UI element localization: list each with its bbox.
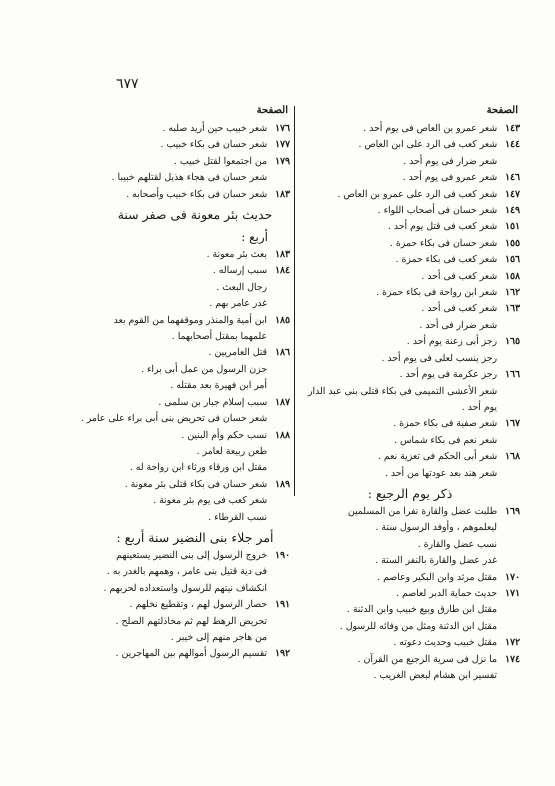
index-entry [80,411,290,427]
entry-page-number: ١٩٢ [275,648,290,660]
entry-title: شعر صفية فى بكاء حمزة . [393,418,497,430]
entry-title: ما نزل فى سرية الرجيع من القرآن . [357,653,497,665]
index-entry [300,154,520,170]
index-entry [300,236,520,252]
section-heading-bir-maona: حديث بئر معونة فى صفر سنة [117,207,273,223]
entry-page-number: ١٩٠ [275,549,290,561]
entry-title: شعر حسان فى بكاء خبيب وأصحابه . [126,188,267,200]
entry-page-number: ١٦٧ [505,418,520,430]
entry-title: ابن أمية والمنذر وموقفهما من القوم بعد [113,314,267,326]
index-entry [100,345,290,361]
entry-title: شعر حسان فى هجاء هذيل لقتلهم خبيبا . [111,172,267,184]
entry-title: رجز ينسب لعلى فى يوم أحد . [381,352,497,364]
index-entry [100,313,290,329]
index-entry [100,247,290,263]
entry-title: شعر أبى الحكم فى تعزية نعم . [378,451,497,463]
entry-title: حصار الرسول لهم ، وتقطيع نخلهم . [129,599,267,611]
entry-title: شعر حسان فى أصحاب اللواء . [377,205,497,217]
index-entry [300,334,520,350]
entry-page-number: ١٨٣ [275,188,290,200]
index-entry [300,570,520,586]
entry-title: حديث حماية الدبر لعاصم . [396,587,497,599]
index-entry [300,504,520,520]
index-entry [100,137,290,153]
entry-page-number: ١٦٦ [505,369,520,381]
index-entry [300,137,520,153]
entry-title: يوم أحد . [461,401,497,413]
right-column-header: الصفحة [486,105,518,116]
entry-title: فى دية قتيل بنى عامر ، وهمهم بالغدر به . [106,566,267,578]
entry-title: شعر كعب فى الرد على ابن العاص . [358,139,497,151]
right-column-entries [300,121,520,482]
entry-page-number: ١٨٩ [275,478,290,490]
entry-title: شعر كعب فى يوم بئر معونة . [153,495,267,507]
entry-title: تقسيم الرسول أموالهم بين المهاجرين . [115,648,267,660]
index-entry [100,630,290,646]
entry-title: حزن الرسول من عمل أبى براء . [141,363,267,375]
entry-title: رجز أبى زعنة يوم أحد . [406,336,497,348]
entry-page-number: ١٧٢ [505,637,520,649]
entry-title: طعن ربيعة لعامر . [196,445,267,457]
entry-title: شعر ضرار فى يوم أحد . [403,155,497,167]
entry-title: أمر ابن فهيرة بعد مقتله . [170,380,267,392]
index-entry [100,378,290,394]
entry-title: نسب حكم وأم البنين . [181,429,267,441]
index-entry [100,646,290,662]
entry-title: شعر كعب فى أحد . [421,270,497,282]
entry-title: شعر حسان فى تحريض بنى أبى براء على عامر . [80,413,267,425]
entry-title: شعر كعب فى الرد على عمرو بن العاص . [337,188,497,200]
index-entry [100,280,290,296]
right-column-entries-rajee [300,504,520,684]
column-divider [294,106,295,496]
entry-page-number: ١٨٤ [275,265,290,277]
index-entry [100,121,290,137]
entry-title: شعر حسان فى بكاء حمزة . [389,237,497,249]
index-entry [100,510,290,526]
index-entry [300,466,520,482]
index-entry [300,318,520,334]
entry-page-number: ١٨٥ [275,314,290,326]
entry-title: رجال البعث . [216,281,267,293]
entry-title: رجز عكرمة فى يوم أحد . [399,369,497,381]
section-heading-bani-nadir: أمر جلاء بنى النضير سنة أربع : [116,529,274,545]
entry-title: شعر عمرو فى يوم أحد . [402,172,497,184]
entry-page-number: ١٨٦ [275,347,290,359]
page-number: ٦٧٧ [116,76,139,92]
entry-page-number: ١٤٦ [505,172,520,184]
index-entry [100,614,290,630]
index-entry [300,219,520,235]
index-entry [100,154,290,170]
entry-page-number: ١٧١ [505,587,520,599]
entry-title: شعر كعب فى أحد . [421,303,497,315]
entry-title: تحريض الرهط لهم ثم مخاذلتهم الصلح . [115,615,267,627]
entry-page-number: ١٦٢ [505,287,520,299]
left-column-entries [100,121,290,203]
index-entry [300,537,520,553]
index-entry [100,395,290,411]
entry-page-number: ١٦٥ [505,336,520,348]
index-entry [300,252,520,268]
entry-title: غدر عضل والقارة بالنفر الستة . [375,555,497,567]
entry-page-number: ١٥١ [505,221,520,233]
index-entry [100,170,290,186]
left-column [80,103,290,663]
index-entry [300,170,520,186]
section-heading-bir-maona-year: أربع : [241,230,268,245]
entry-title: شعر حسان فى بكاء خبيب . [160,139,267,151]
entry-title: مقتل مرثد وابن البكير وعاصم . [377,571,497,583]
entry-title: مقتل ابن طارق وبيع خبيب وابن الدثنة . [346,604,497,616]
entry-title: شعر كعب فى بكاء حمزة . [395,254,497,266]
index-entry [100,263,290,279]
entry-title: سبب إسلام جبار بن سلمى . [158,396,267,408]
index-entry [300,652,520,668]
entry-title: من هاجر منهم إلى خيبر . [170,631,267,643]
index-entry [300,121,520,137]
index-entry [100,444,290,460]
entry-title: من اجتمعوا لقتل خبيب . [173,155,267,167]
index-entry [300,449,520,465]
entry-title: شعر كعب فى قتل يوم أحد . [388,221,497,233]
left-column-header: الصفحة [256,105,288,116]
entry-page-number: ١٦٣ [505,303,520,315]
entry-page-number: ١٤٤ [505,139,520,151]
index-entry [100,428,290,444]
index-entry [300,400,520,416]
entry-title: مقتل خبيب وحديث دعوته . [393,637,497,649]
entry-title: سبب إرساله . [212,265,267,277]
index-entry [300,187,520,203]
index-entry [300,520,520,536]
entry-title: نسب القرطاء . [208,511,267,523]
entry-page-number: ١٨٨ [275,429,290,441]
entry-page-number: ١٧٠ [505,571,520,583]
entry-page-number: ١٧٦ [275,123,290,134]
entry-title: شعر خبيب حين أريد صلبه . [162,123,267,134]
index-entry [100,296,290,312]
entry-page-number: ١٥٦ [505,254,520,266]
entry-title: طلبت عضل والقارة نفرا من المسلمين [347,505,497,517]
index-entry [300,433,520,449]
entry-title: شعر هند بعد عودتها من أحد . [384,467,497,479]
entry-title: خروج الرسول إلى بنى النضير يستعينهم [116,549,267,561]
entry-title: شعر عمرو بن العاص فى يوم أحد . [363,123,497,134]
entry-title: نسب عضل والقارة . [417,538,497,550]
entry-title: غدر عامر بهم . [209,298,267,310]
index-entry [300,416,520,432]
entry-page-number: ١٤٣ [505,123,520,134]
index-entry [100,329,290,345]
entry-page-number: ١٨٧ [275,396,290,408]
entry-page-number: ١٨٣ [275,249,290,261]
index-entry [100,548,290,564]
entry-title: شعر ضرار فى أحد . [419,319,497,331]
entry-page-number: ١٦٨ [505,451,520,463]
entry-page-number: ١٩١ [275,599,290,611]
entry-page-number: ١٧٩ [275,155,290,167]
index-entry [300,367,520,383]
entry-title: شعر الأعشى التميمى فى بكاء قتلى بنى عبد الدار [308,385,497,397]
entry-title: شعر نعم فى بكاء شماس . [394,434,497,446]
index-entry [300,301,520,317]
right-column [300,103,520,684]
index-entry [300,269,520,285]
index-entry [300,285,520,301]
index-entry [300,602,520,618]
index-entry [300,619,520,635]
left-column-entries-bani-nadir [100,548,290,663]
index-entry [300,635,520,651]
index-entry [100,581,290,597]
index-entry [100,362,290,378]
index-entry [300,553,520,569]
index-entry [100,460,290,476]
index-entry [100,564,290,580]
index-entry [300,203,520,219]
entry-title: مقتل ابن الدثنة ومثل من وفائه للرسول . [339,620,497,632]
index-entry [100,477,290,493]
index-entry [300,586,520,602]
entry-title: علمهما بمقتل أصحابهما . [171,331,267,343]
entry-title: ليعلموهم ، وأوفد الرسول ستة . [375,522,497,534]
entry-page-number: ١٦٩ [505,505,520,517]
entry-title: قتل العامريين . [208,347,267,359]
index-entry [100,493,290,509]
left-column-entries-bir-maona [80,247,290,526]
entry-title: شعر حسان فى بكاء قتلى بئر معونة . [124,478,267,490]
entry-title: انكشاف نيتهم للرسول واستعداده لحربهم . [103,582,267,594]
section-heading-rajee: ذكر يوم الرجيع : [367,485,453,501]
index-entry [300,351,520,367]
index-entry [300,668,520,684]
entry-page-number: ١٥٨ [505,270,520,282]
entry-page-number: ١٤٩ [505,205,520,217]
entry-title: بعث بئر معونة . [206,249,267,261]
entry-page-number: ١٧٤ [505,653,520,665]
entry-page-number: ١٤٧ [505,188,520,200]
entry-page-number: ١٧٧ [275,139,290,151]
entry-page-number: ١٥٥ [505,237,520,249]
index-entry [100,187,290,203]
entry-title: تفسير ابن هشام لبعض الغريب . [373,670,497,681]
entry-title: مقتل ابن ورقاء ورثاء ابن رواحة له . [129,462,267,474]
index-entry [300,384,520,400]
entry-title: شعر ابن رواحة فى بكاء حمزة . [376,287,497,299]
index-entry [100,597,290,613]
